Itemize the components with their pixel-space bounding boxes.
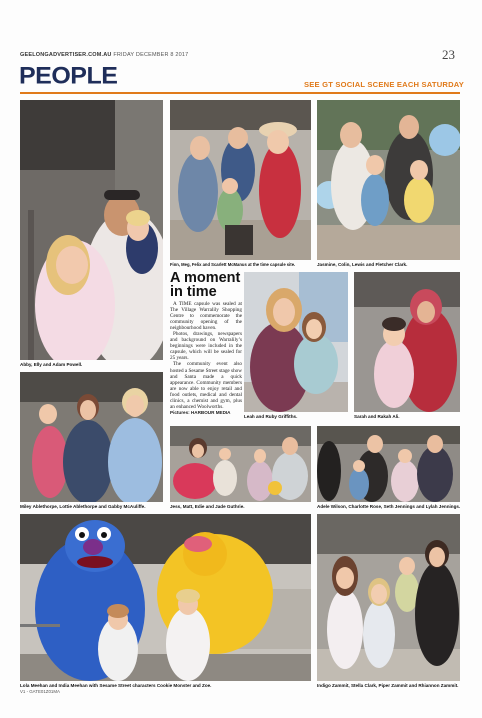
article-paragraph: A TIME capsule was sealed at The Village Warralily Shopping Centre to commemorate the community opening of the neighbourhood haven. — [170, 301, 242, 332]
photo-leah-ruby — [244, 272, 348, 412]
publication-name: GEELONGADVERTISER.COM.AU — [20, 52, 112, 58]
photo-adele-charlotte-seth-lylah — [317, 426, 460, 502]
photo-lola-india-sesame — [20, 514, 311, 681]
article-paragraph: Photos, drawings, newspapers and background on Warralily’s beginnings were included in the capsule, which will be sealed for 25 years. — [170, 331, 242, 362]
photo-abby-elly-adam — [20, 100, 163, 360]
article-body — [170, 301, 242, 416]
page-number: 23 — [442, 47, 455, 62]
caption: Jess, Matt, Edie and Jade Guthrie. — [170, 504, 245, 509]
caption: Miley Ablethorpe, Lottie Ablethorpe and Gabby McAuliffe. — [20, 504, 146, 509]
photo-jess-matt-edie-jade — [170, 426, 311, 502]
masthead-line — [20, 52, 188, 58]
photo-indigo-stella-piper-rhiannon — [317, 514, 460, 681]
photo-credit: Pictures: HARBOUR MEDIA — [170, 409, 231, 415]
caption: Adele Wilson, Charlotte Rose, Seth Jennings and Lylah Jennings. — [317, 504, 461, 509]
issue-date: FRIDAY DECEMBER 8 2017 — [113, 52, 189, 58]
caption: Finn, Meg, Felix and Scarlett McManus at the time capsule site. — [170, 262, 296, 267]
photo-finn-meg-felix-scarlett — [170, 100, 311, 260]
header-rule — [20, 92, 460, 94]
caption: Sarah and Rakah Ali. — [354, 414, 400, 419]
caption: Jasmine, Colin, Lewis and Fletcher Clark. — [317, 262, 408, 267]
photo-miley-lottie-gabby — [20, 372, 163, 502]
section-title: PEOPLE — [19, 62, 118, 90]
article-paragraph: The community event also hosted a Sesame Street stage show and Santa made a quick appearance. Community members are now able to enjoy retail and food outlets, medical and dental clinics, a chemist and gym, plus an enhanced Woolworths. — [170, 361, 242, 410]
article-headline: A moment in time — [170, 270, 241, 300]
page-footer: V1 - GATE01Z01MA — [20, 689, 60, 694]
photo-jasmine-colin-lewis-fletcher — [317, 100, 460, 260]
photo-sarah-rakah — [354, 272, 460, 412]
caption: Abby, Elly and Adam Powell. — [20, 362, 83, 367]
section-tagline: SEE GT SOCIAL SCENE EACH SATURDAY — [304, 80, 465, 89]
caption: Leah and Ruby Griffiths. — [244, 414, 298, 419]
caption: Lola Meehan and India Meehan with Sesame Street characters Cookie Monster and Zoe. — [20, 683, 212, 688]
caption: Indigo Zammit, Stella Clark, Piper Zammit and Rhiannon Zammit. — [317, 683, 459, 688]
